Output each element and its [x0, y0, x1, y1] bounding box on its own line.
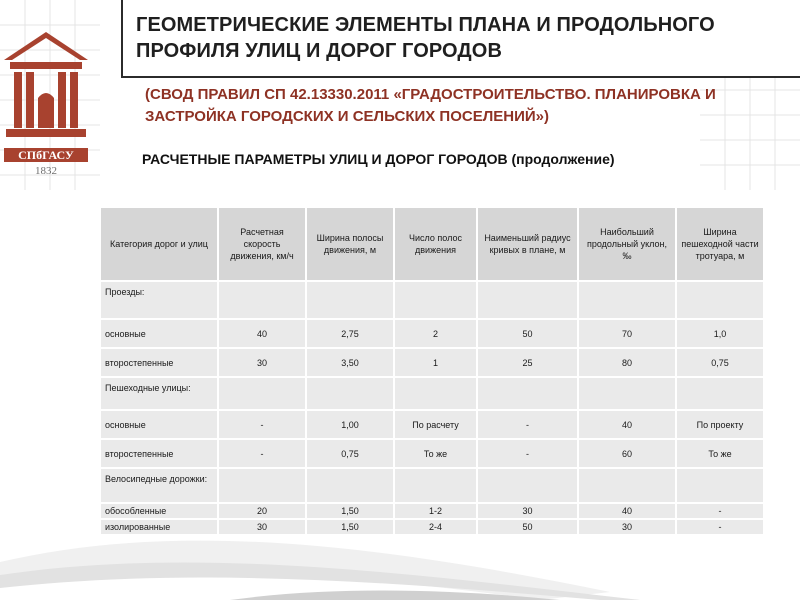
- table-row: [101, 348, 764, 377]
- column-header: Наибольший продольный уклон, ‰: [578, 208, 676, 281]
- table-header-row: [101, 208, 764, 281]
- table-cell: [218, 281, 306, 319]
- table-cell: [578, 468, 676, 503]
- table-cell: 70: [578, 319, 676, 348]
- table-cell: [218, 468, 306, 503]
- table-cell: По проекту: [676, 410, 764, 439]
- table-row: [101, 319, 764, 348]
- table-cell: -: [477, 410, 578, 439]
- table-cell: второстепенные: [101, 439, 218, 468]
- table-cell: 50: [477, 519, 578, 535]
- column-header: Расчетная скорость движения, км/ч: [218, 208, 306, 281]
- table-cell: [676, 468, 764, 503]
- table-cell: Пешеходные улицы:: [101, 377, 218, 410]
- table-row: [101, 519, 764, 535]
- page-subtitle: (СВОД ПРАВИЛ СП 42.13330.2011 «ГРАДОСТРОИТЕЛЬСТВО. ПЛАНИРОВКА И ЗАСТРОЙКА ГОРОДСКИХ И СЕЛЬСКИХ ПОСЕЛЕНИЙ»): [145, 86, 716, 125]
- table-cell: [477, 468, 578, 503]
- table-cell: 30: [477, 503, 578, 519]
- table-cell: 40: [218, 319, 306, 348]
- table-row-group: [101, 281, 764, 319]
- table-cell: [394, 377, 477, 410]
- table-cell: То же: [676, 439, 764, 468]
- table-cell: 0,75: [676, 348, 764, 377]
- table-cell: Проезды:: [101, 281, 218, 319]
- table-cell: [306, 468, 394, 503]
- table-cell: основные: [101, 319, 218, 348]
- column-header: Наименьший радиус кривых в плане, м: [477, 208, 578, 281]
- column-header: Ширина полосы движения, м: [306, 208, 394, 281]
- table-row-group: [101, 377, 764, 410]
- table-cell: 60: [578, 439, 676, 468]
- table-cell: [578, 281, 676, 319]
- table-cell: второстепенные: [101, 348, 218, 377]
- university-logo: [0, 22, 92, 182]
- table-cell: 2-4: [394, 519, 477, 535]
- table-cell: 1-2: [394, 503, 477, 519]
- table-cell: 20: [218, 503, 306, 519]
- table-cell: 1: [394, 348, 477, 377]
- table-cell: 2: [394, 319, 477, 348]
- table-cell: 80: [578, 348, 676, 377]
- logo-name: СПбГАСУ: [18, 148, 74, 162]
- table-cell: По расчету: [394, 410, 477, 439]
- table-row-group: [101, 468, 764, 503]
- table-cell: изолированные: [101, 519, 218, 535]
- table-cell: -: [218, 439, 306, 468]
- table-cell: -: [676, 519, 764, 535]
- table-cell: [394, 281, 477, 319]
- header-rule-vertical: [121, 0, 123, 78]
- table-cell: 1,0: [676, 319, 764, 348]
- column-header: Ширина пешеходной части тротуара, м: [676, 208, 764, 281]
- table-cell: 30: [218, 519, 306, 535]
- table-cell: 30: [578, 519, 676, 535]
- table-cell: [477, 377, 578, 410]
- table-cell: [306, 281, 394, 319]
- table-cell: 25: [477, 348, 578, 377]
- table-cell: основные: [101, 410, 218, 439]
- table-cell: Велосипедные дорожки:: [101, 468, 218, 503]
- table-cell: 0,75: [306, 439, 394, 468]
- table-cell: -: [676, 503, 764, 519]
- table-cell: [394, 468, 477, 503]
- table-cell: 1,00: [306, 410, 394, 439]
- table-cell: [306, 377, 394, 410]
- header-rule-horizontal: [121, 76, 800, 78]
- table-cell: То же: [394, 439, 477, 468]
- logo-year: 1832: [35, 165, 57, 177]
- table-row: [101, 439, 764, 468]
- table-cell: обособленные: [101, 503, 218, 519]
- table-cell: 40: [578, 410, 676, 439]
- table-row: [101, 410, 764, 439]
- table-cell: 1,50: [306, 503, 394, 519]
- table-cell: 50: [477, 319, 578, 348]
- table-cell: 40: [578, 503, 676, 519]
- table-cell: 2,75: [306, 319, 394, 348]
- table-cell: 30: [218, 348, 306, 377]
- table-cell: 3,50: [306, 348, 394, 377]
- table-row: [101, 503, 764, 519]
- section-heading: РАСЧЕТНЫЕ ПАРАМЕТРЫ УЛИЦ И ДОРОГ ГОРОДОВ (продолжение): [142, 151, 615, 167]
- table-cell: 1,50: [306, 519, 394, 535]
- table-cell: [676, 281, 764, 319]
- column-header: Число полос движения: [394, 208, 477, 281]
- table-cell: -: [218, 410, 306, 439]
- page-title: ГЕОМЕТРИЧЕСКИЕ ЭЛЕМЕНТЫ ПЛАНА И ПРОДОЛЬНОГО ПРОФИЛЯ УЛИЦ И ДОРОГ ГОРОДОВ: [136, 14, 715, 62]
- table-cell: -: [477, 439, 578, 468]
- column-header: Категория дорог и улиц: [101, 208, 218, 281]
- table-cell: [578, 377, 676, 410]
- parameters-table: [101, 208, 765, 536]
- table-cell: [477, 281, 578, 319]
- table-cell: [676, 377, 764, 410]
- table-cell: [218, 377, 306, 410]
